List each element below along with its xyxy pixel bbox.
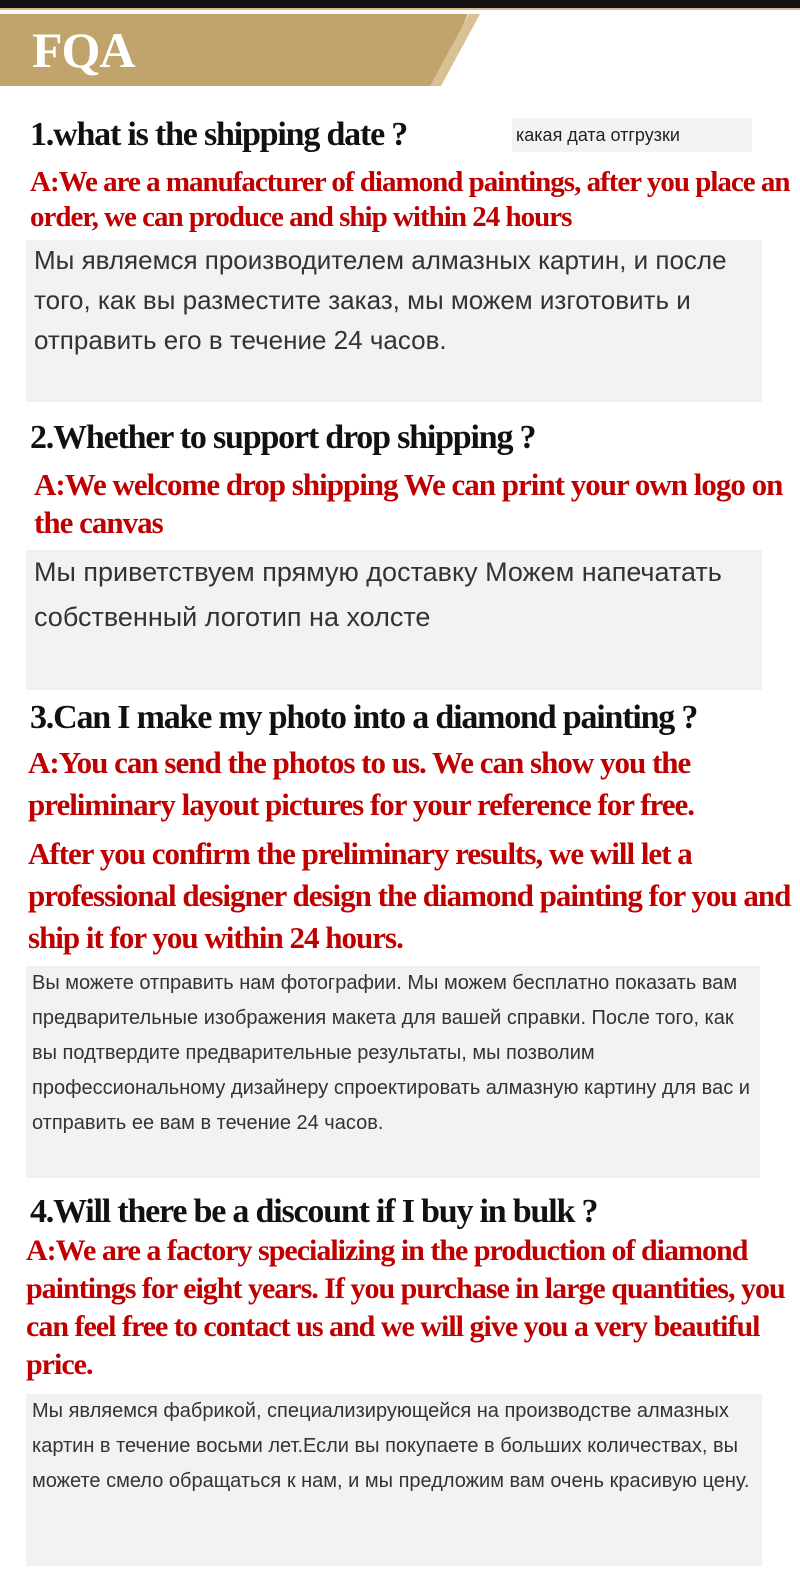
faq-3-question: 3.Can I make my photo into a diamond painting ?: [30, 699, 698, 736]
faq-2-answer-ru: Мы приветствуем прямую доставку Можем напечатать собственный логотип на холсте: [26, 550, 762, 690]
faq-4-answer-ru: Мы являемся фабрикой, специализирующейся на производстве алмазных картин в течение восьми лет.Если вы покупаете в больших количествах, вы можете смело обращаться к нам, и мы предложим вам очень красивую цену.: [26, 1394, 762, 1566]
top-bar: [0, 0, 800, 8]
faq-1-question: 1.what is the shipping date ?: [30, 116, 408, 153]
faq-1-answer: A:We are a manufacturer of diamond paintings, after you place an order, we can produce and ship within 24 hours: [30, 166, 790, 233]
faq-3-answer-extra: After you confirm the preliminary results, we will let a professional designer design the diamond painting for you and ship it for you within 24 hours.: [28, 836, 791, 955]
faq-1-answer-ru: Мы являемся производителем алмазных картин, и после того, как вы разместите заказ, мы можем изготовить и отправить его в течение 24 часов.: [26, 240, 762, 402]
banner-title: FQA: [32, 22, 135, 78]
faq-1-question-ru: какая дата отгрузки: [512, 118, 752, 152]
faq-4-answer: A:We are a factory specializing in the production of diamond paintings for eight years. If you purchase in large quantities, you can feel free to contact us and we will give you a very beautiful price.: [26, 1234, 785, 1381]
header-stripe: [0, 8, 800, 10]
faq-3-answer: A:You can send the photos to us. We can show you the preliminary layout pictures for your reference for free.: [28, 745, 695, 822]
faq-4-question: 4.Will there be a discount if I buy in bulk ?: [30, 1193, 598, 1230]
faq-2-answer: A:We welcome drop shipping We can print your own logo on the canvas: [34, 467, 783, 540]
faq-2-question: 2.Whether to support drop shipping ?: [30, 419, 536, 456]
faq-3-answer-ru: Вы можете отправить нам фотографии. Мы можем бесплатно показать вам предварительные изображения макета для вашей справки. После того, как вы подтвердите предварительные результаты, мы позволим профессиональному дизайнеру спроектировать алмазную картину для вас и отправить ее вам в течение 24 часов.: [26, 966, 760, 1178]
